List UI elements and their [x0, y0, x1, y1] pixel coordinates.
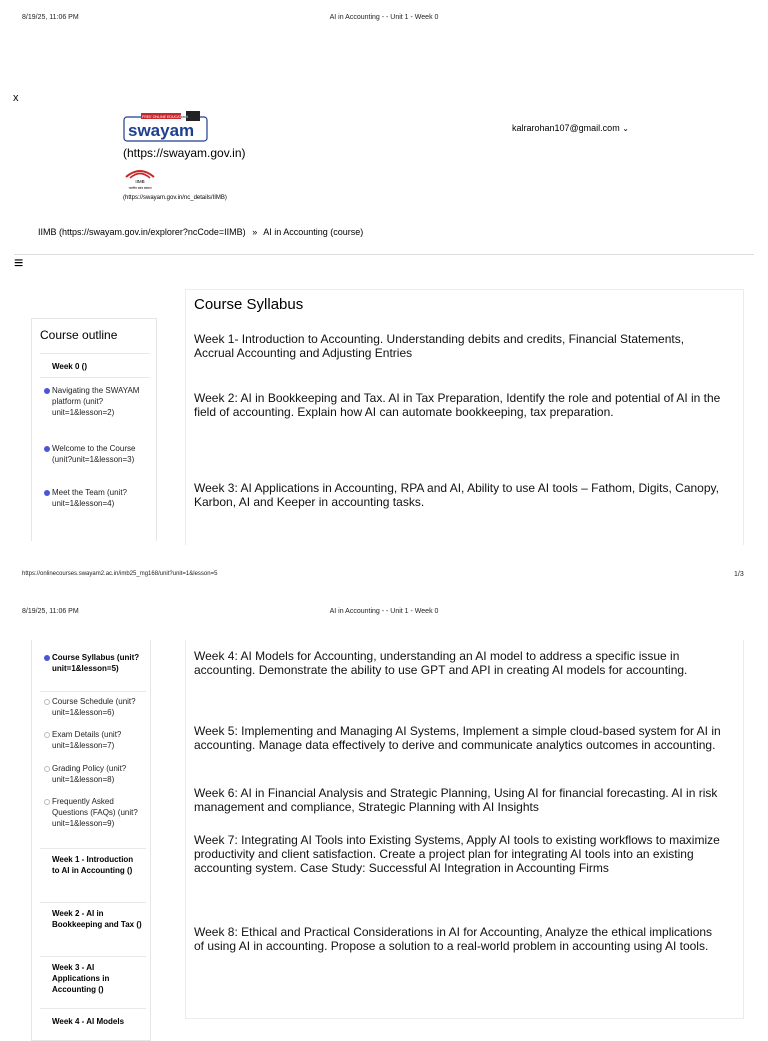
- print-title-page1: AI in Accounting - - Unit 1 - Week 0: [329, 14, 439, 21]
- swayam-logo-tagline: FREE ONLINE EDUCATION: [142, 115, 188, 119]
- iimb-logo[interactable]: [123, 166, 157, 192]
- sidebar-week3[interactable]: Week 3 - AI Applications in Accounting (): [52, 963, 110, 994]
- page-title: Course Syllabus: [194, 296, 304, 313]
- swayam-logo[interactable]: [123, 110, 211, 146]
- course-outline-sidebar-continued: [31, 640, 151, 1041]
- sidebar-divider: [40, 353, 150, 354]
- print-date-page1: 8/19/25, 11:06 PM: [22, 14, 79, 21]
- user-email: kalrarohan107@gmail.com: [512, 123, 620, 133]
- pending-dot-icon: [44, 699, 50, 705]
- sidebar-divider: [40, 691, 146, 692]
- pending-dot-icon: [44, 799, 50, 805]
- print-footer-url: https://onlinecourses.swayam2.ac.in/imb25_mg168/unit?unit=1&lesson=5: [22, 571, 218, 577]
- sidebar-lesson-schedule[interactable]: Course Schedule (unit?unit=1&lesson=6): [44, 696, 150, 718]
- sidebar-lesson-grading[interactable]: Grading Policy (unit?unit=1&lesson=8): [44, 763, 148, 785]
- pending-dot-icon: [44, 766, 50, 772]
- sidebar-divider: [40, 902, 146, 903]
- syllabus-week-2: Week 2: AI in Bookkeeping and Tax. AI in Tax Preparation, Identify the role and potential of AI in the field of accounting. Explain how AI can automate bookkeeping, tax preparation.: [194, 391, 721, 419]
- iimb-details-link[interactable]: (https://swayam.gov.in/nc_details/IIMB): [123, 195, 227, 201]
- sidebar-week0[interactable]: Week 0 (): [52, 362, 87, 371]
- sidebar-lesson-navigating[interactable]: Navigating the SWAYAM platform (unit?unit=1&lesson=2): [44, 385, 144, 418]
- sidebar-divider: [40, 848, 146, 849]
- sidebar-divider: [40, 377, 150, 378]
- completed-dot-icon: [44, 446, 50, 452]
- syllabus-week-4: Week 4: AI Models for Accounting, understanding an AI model to address a specific issue in accounting. Demonstrate the ability to use GPT and API in creating AI models for accounting.: [194, 649, 688, 677]
- breadcrumb-course-link[interactable]: AI in Accounting (course): [263, 227, 364, 237]
- syllabus-week-3: Week 3: AI Applications in Accounting, RPA and AI, Ability to use AI tools – Fathom, Digits, Canopy, Karbon, AI and Keeper in accounting tasks.: [194, 481, 719, 509]
- sidebar-lesson-faqs[interactable]: Frequently Asked Questions (FAQs) (unit?unit=1&lesson=9): [44, 796, 142, 829]
- completed-dot-icon: [44, 388, 50, 394]
- iimb-logo-badge: IIMB: [135, 179, 145, 184]
- breadcrumb-institute-link[interactable]: IIMB (https://swayam.gov.in/explorer?ncCode=IIMB): [38, 227, 246, 237]
- swayam-logo-text: swayam: [128, 121, 195, 140]
- syllabus-week-6: Week 6: AI in Financial Analysis and Strategic Planning, Using AI for financial forecasting. AI in risk management and compliance, Strategic Planning with AI Insights: [194, 786, 718, 814]
- breadcrumb: [38, 227, 363, 237]
- completed-dot-icon: [44, 490, 50, 496]
- header-divider: [14, 254, 754, 255]
- syllabus-week-1: Week 1- Introduction to Accounting. Understanding debits and credits, Financial Statements, Accrual Accounting and Adjusting Entries: [194, 332, 685, 360]
- course-outline-sidebar: [31, 318, 157, 541]
- sidebar-lesson-meet-team[interactable]: Meet the Team (unit?unit=1&lesson=4): [44, 487, 148, 509]
- swayam-logo-graphic: [123, 110, 211, 146]
- syllabus-week-5: Week 5: Implementing and Managing AI Systems, Implement a simple cloud-based system for AI in accounting. Manage data effectively to derive and communicate analytics outcomes in accounting.: [194, 724, 721, 752]
- chevron-down-icon: ⌄: [622, 124, 629, 133]
- user-menu[interactable]: [512, 123, 629, 133]
- iimb-logo-graphic: [123, 166, 157, 192]
- print-title-page2: AI in Accounting - - Unit 1 - Week 0: [329, 608, 439, 615]
- syllabus-week-8: Week 8: Ethical and Practical Considerations in AI for Accounting, Analyze the ethical implications of using AI in accounting. Propose a solution to a real-world problem in accounting using AI tools.: [194, 925, 713, 953]
- sidebar-week2[interactable]: Week 2 - AI in Bookkeeping and Tax (): [52, 909, 142, 929]
- iimb-logo-subtext: भारतीय प्रबंध संस्थान: [128, 186, 152, 190]
- sidebar-week4[interactable]: Week 4 - AI Models: [52, 1017, 125, 1026]
- sidebar-lesson-syllabus-current[interactable]: Course Syllabus (unit?unit=1&lesson=5): [44, 652, 146, 674]
- sidebar-divider: [40, 1008, 146, 1009]
- swayam-home-link[interactable]: (https://swayam.gov.in): [123, 146, 246, 160]
- print-page-number: 1/3: [734, 571, 744, 578]
- close-icon[interactable]: x: [13, 92, 19, 104]
- pending-dot-icon: [44, 732, 50, 738]
- completed-dot-icon: [44, 655, 50, 661]
- syllabus-week-7: Week 7: Integrating AI Tools into Existing Systems, Apply AI tools to existing workflows to maximize productivity and client satisfaction. Create a project plan for integrating AI tools into an existing accounting system. Case Study: Successful AI Integration in Accounting Firms: [194, 833, 720, 875]
- print-date-page2: 8/19/25, 11:06 PM: [22, 608, 79, 615]
- sidebar-title: Course outline: [40, 328, 118, 342]
- sidebar-lesson-welcome[interactable]: Welcome to the Course (unit?unit=1&lesson=3): [44, 443, 144, 465]
- hamburger-menu-icon[interactable]: ≡: [14, 255, 24, 272]
- sidebar-divider: [40, 956, 146, 957]
- syllabus-panel-continued: [185, 640, 744, 1019]
- sidebar-week1[interactable]: Week 1 - Introduction to AI in Accounting (): [52, 855, 134, 875]
- sidebar-lesson-exam[interactable]: Exam Details (unit?unit=1&lesson=7): [44, 729, 148, 751]
- breadcrumb-separator: »: [252, 227, 258, 237]
